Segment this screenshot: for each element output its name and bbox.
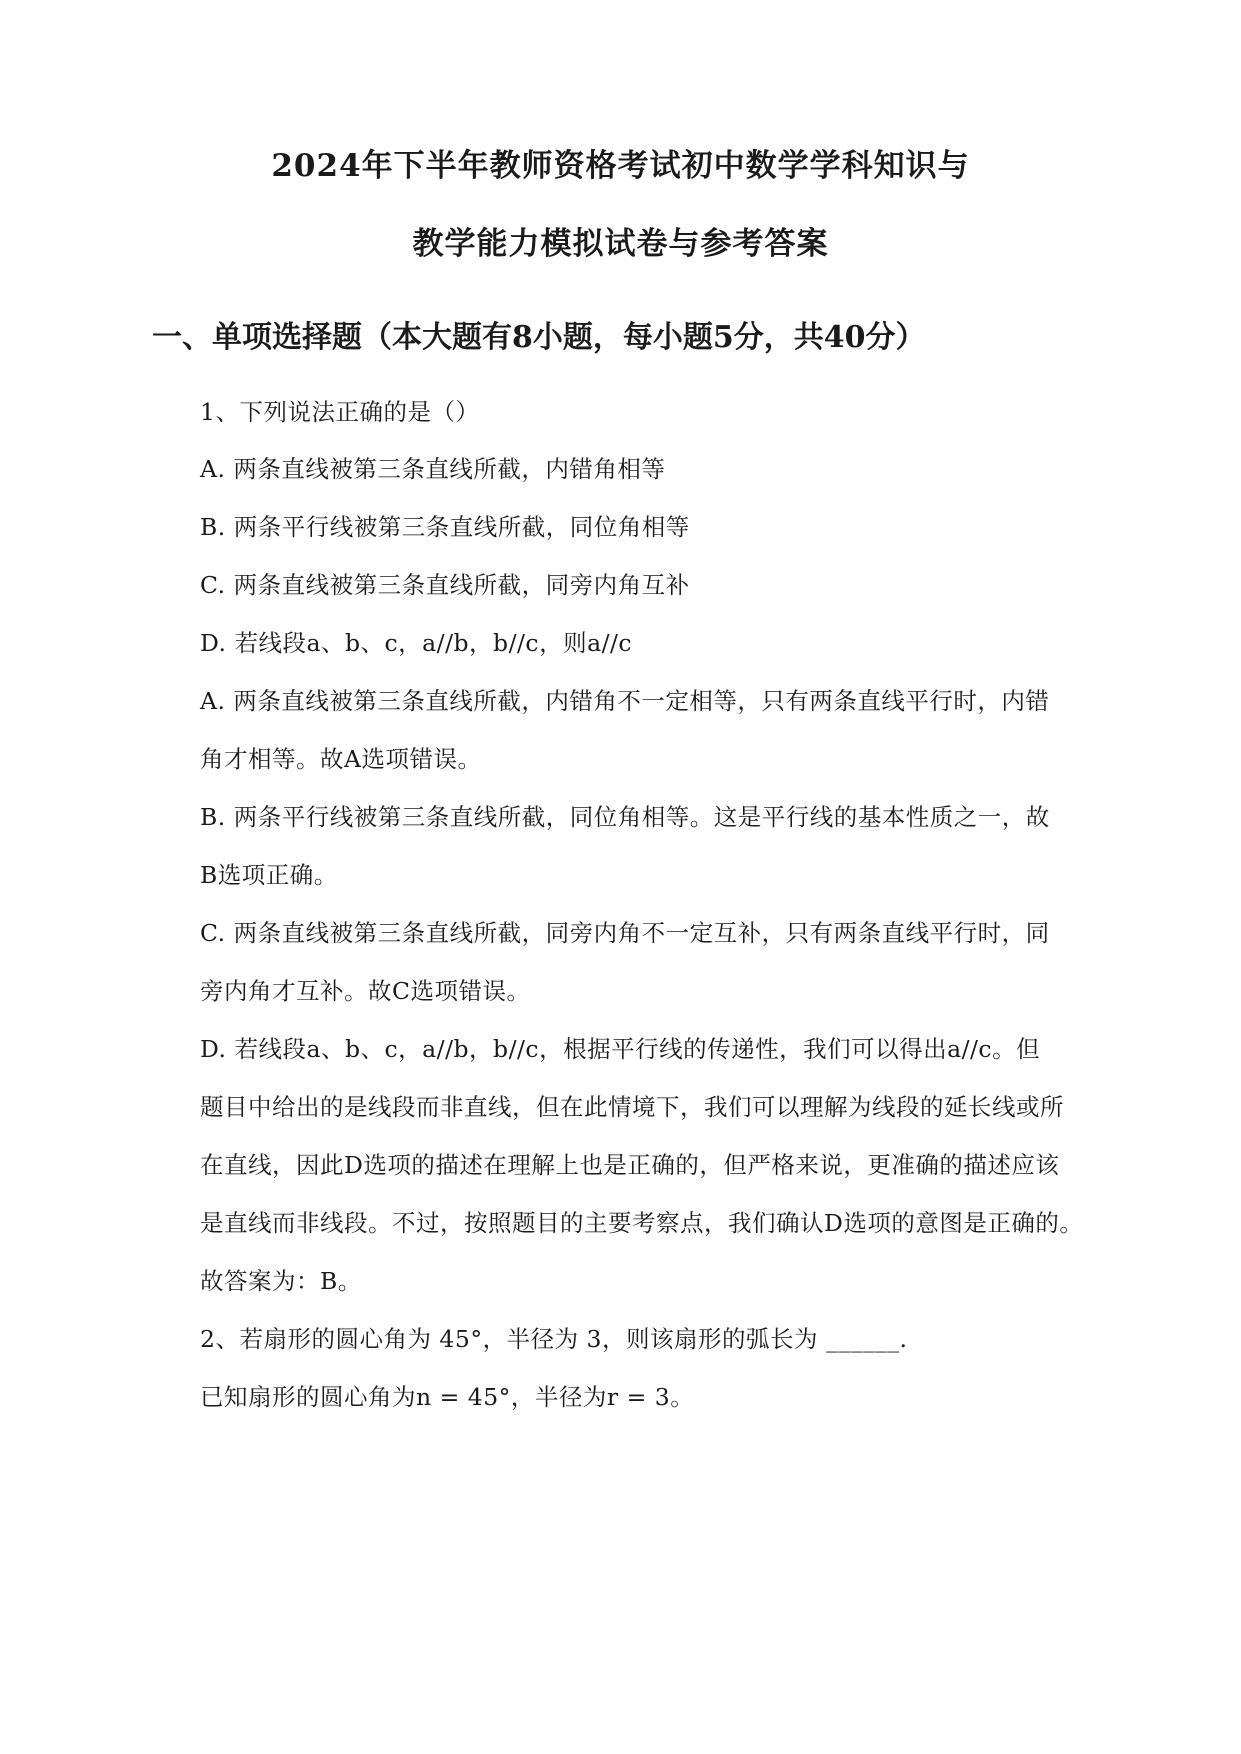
question-2-explanation: 已知扇形的圆心角为n = 45°，半径为r = 3。 — [200, 1383, 695, 1411]
question-1-option-a: A. 两条直线被第三条直线所截，内错角相等 — [200, 455, 666, 483]
answer-explanation-line: B. 两条平行线被第三条直线所截，同位角相等。这是平行线的基本性质之一，故 — [200, 803, 1050, 831]
document-title-line-1: 2024年下半年教师资格考试初中数学学科知识与 — [271, 148, 970, 184]
question-1-option-c: C. 两条直线被第三条直线所截，同旁内角互补 — [200, 571, 690, 599]
document-title-line-2: 教学能力模拟试卷与参考答案 — [412, 226, 829, 262]
answer-explanation-line: A. 两条直线被第三条直线所截，内错角不一定相等，只有两条直线平行时，内错 — [200, 687, 1050, 715]
answer-explanation-line: 旁内角才互补。故C选项错误。 — [200, 977, 531, 1005]
answer-explanation-line: 在直线，因此D选项的描述在理解上也是正确的，但严格来说，更准确的描述应该 — [200, 1151, 1060, 1179]
question-1-stem: 1、下列说法正确的是（） — [200, 398, 480, 426]
question-1-option-d: D. 若线段a、b、c，a//b，b//c，则a//c — [200, 629, 633, 657]
answer-explanation-line: 角才相等。故A选项错误。 — [200, 745, 482, 773]
answer-explanation-line: D. 若线段a、b、c，a//b，b//c，根据平行线的传递性，我们可以得出a//c。但 — [200, 1035, 1041, 1063]
answer-explanation-line: C. 两条直线被第三条直线所截，同旁内角不一定互补，只有两条直线平行时，同 — [200, 919, 1050, 947]
question-2-stem: 2、若扇形的圆心角为 45°，半径为 3，则该扇形的弧长为 ______. — [200, 1325, 908, 1353]
answer-conclusion: 故答案为：B。 — [200, 1267, 362, 1295]
answer-explanation-line: 题目中给出的是线段而非直线，但在此情境下，我们可以理解为线段的延长线或所 — [200, 1093, 1064, 1121]
answer-explanation-line: 是直线而非线段。不过，按照题目的主要考察点，我们确认D选项的意图是正确的。 — [200, 1209, 1084, 1237]
answer-explanation-line: B选项正确。 — [200, 861, 338, 889]
section-heading-single-choice: 一、单项选择题（本大题有8小题，每小题5分，共40分） — [152, 320, 926, 355]
question-1-option-b: B. 两条平行线被第三条直线所截，同位角相等 — [200, 513, 690, 541]
